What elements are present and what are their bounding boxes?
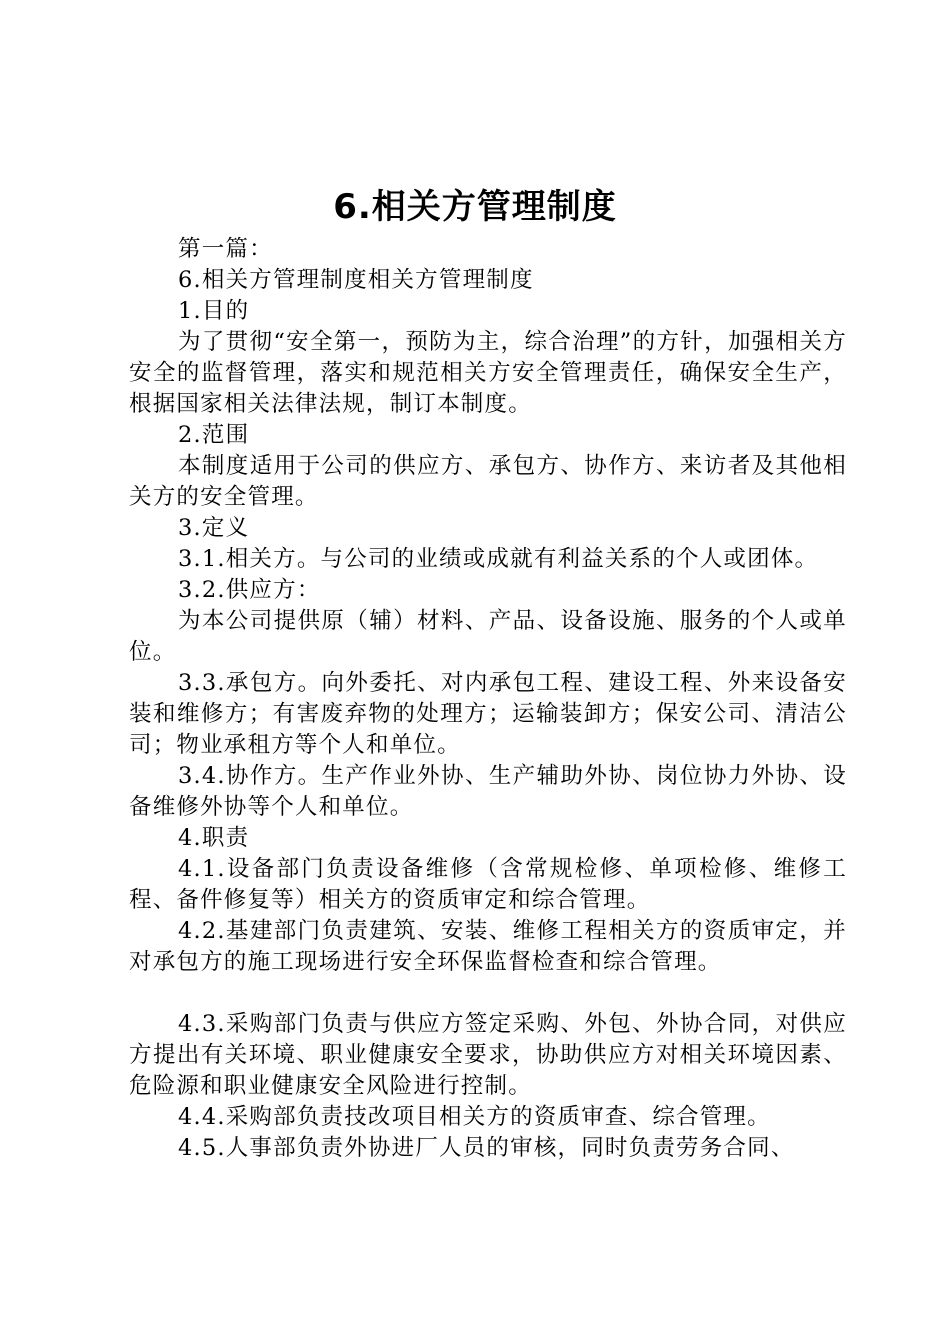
responsibility-purchasing-dept: 4.3.采购部门负责与供应方签定采购、外包、外协合同，对供应方提出有关环境、职业健康安全要求，协助供应方对相关环境因素、危险源和职业健康安全风险进行控制。 — [129, 1011, 847, 1099]
definition-supplier-heading: 3.2.供应方： — [178, 577, 321, 603]
paragraph-spacer — [129, 978, 847, 1009]
responsibility-equipment-dept: 4.1.设备部门负责设备维修（含常规检修、单项检修、维修工程、备件修复等）相关方的资质审定和综合管理。 — [129, 856, 847, 913]
responsibility-hr-dept: 4.5.人事部负责外协进厂人员的审核，同时负责劳务合同、 — [178, 1135, 795, 1161]
definition-related-party: 3.1.相关方。与公司的业绩或成就有利益关系的个人或团体。 — [178, 546, 819, 572]
page-title: 6.相关方管理制度 — [333, 187, 617, 227]
section-heading-responsibilities: 4.职责 — [178, 825, 250, 851]
definition-collaborator: 3.4.协作方。生产作业外协、生产辅助外协、岗位协力外协、设备维修外协等个人和单位。 — [129, 763, 847, 820]
section-heading-definitions: 3.定义 — [178, 515, 250, 541]
definition-supplier: 为本公司提供原（辅）材料、产品、设备设施、服务的个人或单位。 — [129, 608, 847, 665]
responsibility-purchasing-tech: 4.4.采购部负责技改项目相关方的资质审查、综合管理。 — [178, 1104, 771, 1130]
section-heading-purpose: 1.目的 — [178, 298, 250, 324]
paragraph-purpose: 为了贯彻“安全第一，预防为主，综合治理”的方针，加强相关方安全的监督管理，落实和规范相关方安全管理责任，确保安全生产，根据国家相关法律法规，制订本制度。 — [129, 329, 847, 417]
responsibility-construction-dept: 4.2.基建部门负责建筑、安装、维修工程相关方的资质审定，并对承包方的施工现场进行安全环保监督检查和综合管理。 — [129, 918, 847, 975]
document-body — [129, 234, 847, 1164]
section-heading-scope: 2.范围 — [178, 422, 250, 448]
definition-contractor: 3.3.承包方。向外委托、对内承包工程、建设工程、外来设备安装和维修方；有害废弃物的处理方；运输装卸方；保安公司、清洁公司；物业承租方等个人和单位。 — [129, 670, 847, 758]
paragraph-scope: 本制度适用于公司的供应方、承包方、协作方、来访者及其他相关方的安全管理。 — [129, 453, 847, 510]
paragraph-chapter-heading: 第一篇： — [178, 236, 273, 262]
paragraph-subtitle: 6.相关方管理制度相关方管理制度 — [178, 267, 534, 293]
